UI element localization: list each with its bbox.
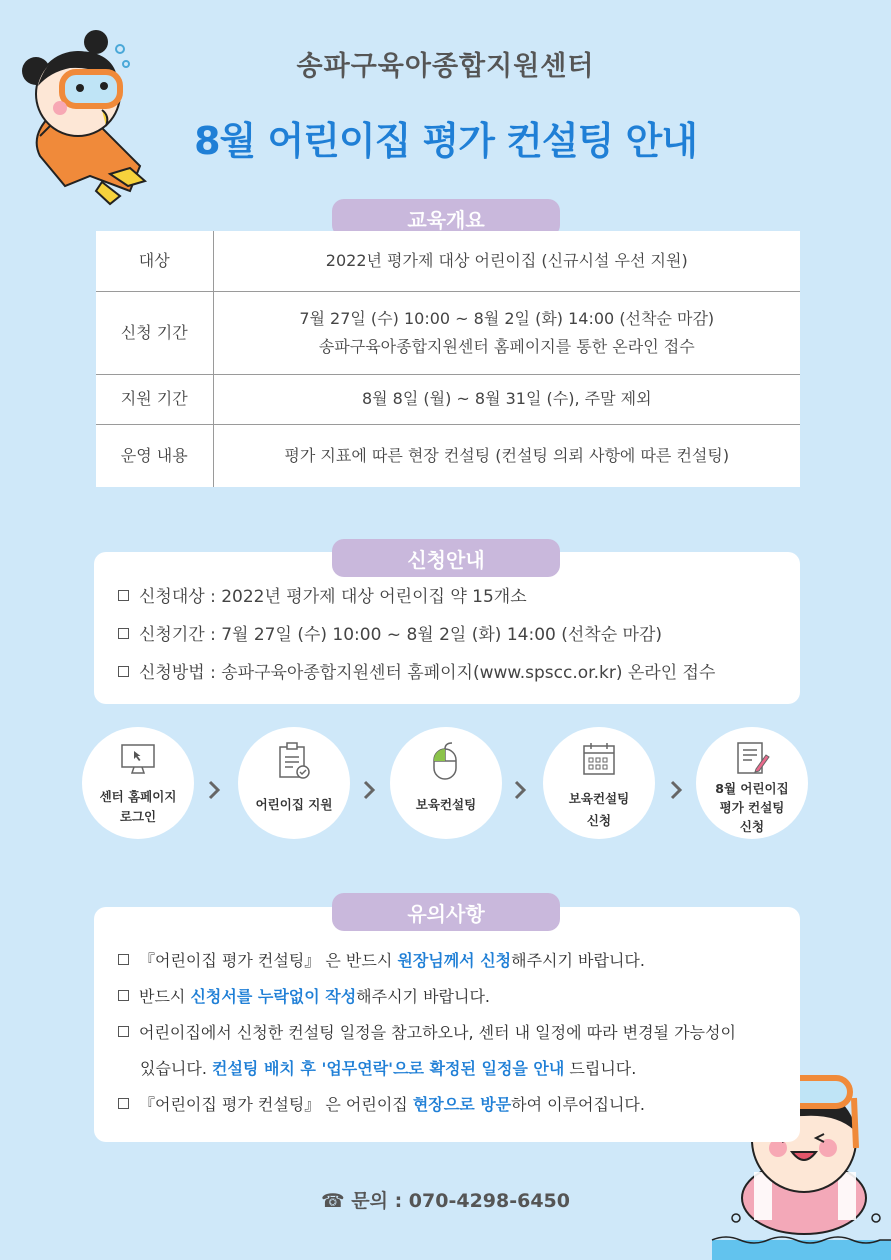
table-row [96,231,800,291]
calendar-icon [581,741,617,777]
row-value-apply-period [213,291,800,374]
list-item: 신청대상 : 2022년 평가제 대상 어린이집 약 15개소 [118,584,715,622]
row-value-target: 2022년 평가제 대상 어린이집 (신규시설 우선 지원) [213,231,800,291]
table-row [96,424,800,487]
table-row [96,374,800,424]
row-value-operation: 평가 지표에 따른 현장 컨설팅 (컨설팅 의뢰 사항에 따른 컨설팅) [284,445,730,465]
apply-section-label: 신청안내 [332,539,560,577]
apply-info-list [118,584,715,698]
notes-section-label: 유의사항 [332,893,560,931]
mouse-icon [428,741,464,781]
bullet-square-icon [118,1098,129,1109]
step-childcare-consulting [390,727,502,839]
step-evaluation-consulting-apply [696,727,808,839]
step-label-line1: 보육컨설팅 [415,797,477,812]
step-login [82,727,194,839]
list-item: 『어린이집 평가 컨설팅』 은 반드시 원장님께서 신청해주시기 바랍니다. [118,943,788,979]
overview-section-label: 교육개요 [332,199,560,237]
row-label-support-period: 지원 기간 [96,374,213,424]
list-item: 반드시 신청서를 누락없이 작성해주시기 바랍니다. [118,979,788,1015]
apply-period-line: 7월 27일 (수) 10:00 ~ 8월 2일 (화) 14:00 (선착순 마감) [299,308,715,328]
monitor-icon [120,741,156,777]
notes-list [118,943,788,1123]
step-consulting-apply [543,727,655,839]
row-value-support-period: 8월 8일 (월) ~ 8월 31일 (수), 주말 제외 [213,374,800,424]
chevron-right-icon [513,779,527,801]
row-label-apply-period: 신청 기간 [96,291,213,374]
list-item: 신청기간 : 7월 27일 (수) 10:00 ~ 8월 2일 (화) 14:00 (선착순 마감) [118,622,715,660]
table-row [96,291,800,374]
step-label-line2: 로그인 [119,809,157,824]
chevron-right-icon [669,779,683,801]
bullet-square-icon [118,1026,129,1037]
document-pen-icon [734,741,770,775]
organization-name: 송파구육아종합지원센터 [296,51,595,82]
page-title: 8월 어린이집 평가 컨설팅 안내 [194,119,697,163]
chevron-right-icon [362,779,376,801]
step-label-line3: 신청 [739,819,765,834]
step-label-line1: 보육컨설팅 [568,791,630,806]
list-item: 『어린이집 평가 컨설팅』 은 어린이집 현장으로 방문하여 이루어집니다. [118,1087,788,1123]
bullet-square-icon [118,954,129,965]
step-label-line1: 어린이집 지원 [255,797,333,812]
step-label-line1: 센터 홈페이지 [99,789,177,804]
bullet-square-icon [118,666,129,677]
bullet-square-icon [118,590,129,601]
step-label-line1: 8월 어린이집 [715,781,789,796]
list-item: 신청방법 : 송파구육아종합지원센터 홈페이지(www.spscc.or.kr) 온라인 접수 [118,660,715,698]
notes-box [94,907,800,1142]
apply-method-line: 송파구육아종합지원센터 홈페이지를 통한 온라인 접수 [318,336,695,356]
bullet-square-icon [118,628,129,639]
step-daycare-support [238,727,350,839]
list-item: 어린이집에서 신청한 컨설팅 일정을 참고하오나, 센터 내 일정에 따라 변경될 가능성이 있습니다. 컨설팅 배치 후 '업무연락'으로 확정된 일정을 안내 드립니다. [118,1015,788,1087]
row-label-operation: 운영 내용 [96,424,213,487]
step-label-line2: 평가 컨설팅 [719,800,785,815]
overview-table [96,231,800,487]
contact-phone: ☎ 문의 : 070-4298-6450 [320,1190,570,1212]
row-label-target: 대상 [96,231,213,291]
step-label-line2: 신청 [586,813,612,828]
chevron-right-icon [207,779,221,801]
clipboard-icon [276,741,312,781]
bullet-square-icon [118,990,129,1001]
